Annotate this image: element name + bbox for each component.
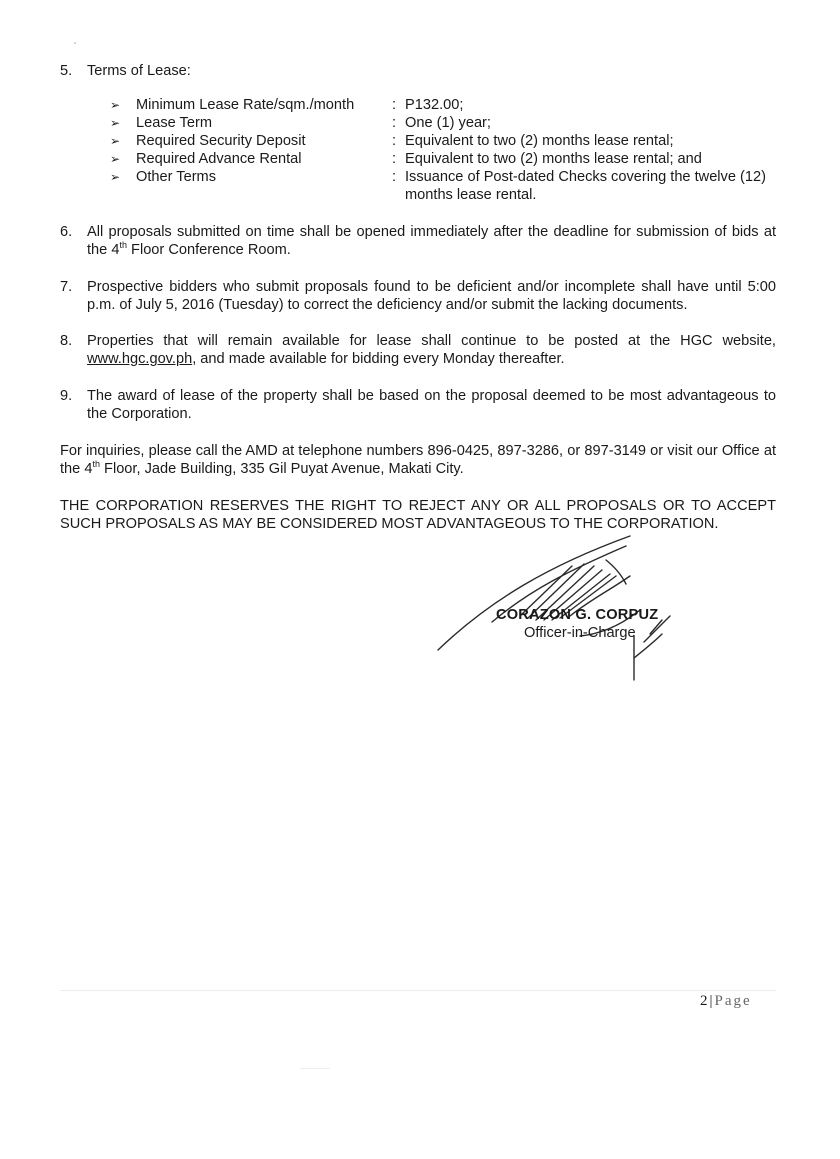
footer-divider — [60, 990, 776, 991]
term-label: Required Advance Rental — [136, 151, 302, 167]
arrow-bullet-icon: ➢ — [110, 170, 121, 184]
lease-terms-list — [110, 96, 780, 204]
item-text: The award of lease of the property shall be based on the proposal deemed to be most advantageous to the Corporation. — [87, 388, 776, 422]
term-row — [110, 96, 780, 114]
item-text: Prospective bidders who submit proposals found to be deficient and/or incomplete shall have until 5:00 p.m. of July 5, 2016 (Tuesday) to correct the deficiency and/or submit the lacking documents. — [87, 279, 776, 313]
item-text-part: Floor Conference Room. — [126, 242, 291, 258]
page-number-value: 2 — [700, 993, 708, 1009]
term-value: Equivalent to two (2) months lease rental; — [405, 133, 674, 149]
term-colon: : — [392, 115, 397, 131]
item-5-terms-of-lease — [60, 62, 776, 80]
term-row — [110, 114, 780, 132]
inquiries-text-part: Floor, Jade Building, 335 Gil Puyat Avenue, Makati City. — [99, 461, 464, 477]
term-row — [110, 168, 780, 204]
term-value: P132.00; — [405, 97, 464, 113]
arrow-bullet-icon: ➢ — [110, 98, 121, 112]
term-value: Issuance of Post-dated Checks covering the twelve (12) months lease rental. — [405, 169, 766, 203]
item-number: 7. — [60, 279, 73, 295]
term-label: Minimum Lease Rate/sqm./month — [136, 97, 355, 113]
item-number: 8. — [60, 333, 73, 349]
item-text-part: All proposals submitted on time shall be opened immediately after the deadline for submission of bids at the 4 — [87, 224, 776, 258]
term-label: Other Terms — [136, 169, 217, 185]
arrow-bullet-icon: ➢ — [110, 134, 121, 148]
item-8-available-properties — [60, 332, 776, 368]
signatory-title: Officer-in-Charge — [524, 625, 636, 641]
term-value: Equivalent to two (2) months lease rental; and — [405, 151, 702, 167]
scan-speck — [300, 1068, 330, 1069]
inquiries-paragraph — [60, 442, 776, 478]
ordinal-suffix: th — [119, 240, 127, 251]
item-heading: Terms of Lease: — [87, 63, 191, 79]
item-number: 5. — [60, 63, 73, 79]
item-text-part: Properties that will remain available for lease shall continue to be posted at the HGC website, — [87, 333, 776, 349]
term-row — [110, 132, 780, 150]
item-7-deficient-proposals — [60, 278, 776, 314]
term-colon: : — [392, 151, 397, 167]
term-label: Required Security Deposit — [136, 133, 306, 149]
item-text-part: , and made available for bidding every Monday thereafter. — [192, 351, 565, 367]
term-colon: : — [392, 169, 397, 185]
term-value: One (1) year; — [405, 115, 491, 131]
term-colon: : — [392, 133, 397, 149]
item-text — [87, 223, 776, 259]
term-label: Lease Term — [136, 115, 212, 131]
page-number — [700, 992, 752, 1010]
signatory-name: CORAZON G. CORPUZ — [496, 607, 659, 623]
page-label: Page — [714, 993, 752, 1009]
inquiries-text-part: For inquiries, please call the AMD at telephone numbers 896-0425, 897-3286, or 897-3149 or visit our Office at the 4 — [60, 443, 776, 477]
item-9-award-of-lease — [60, 387, 776, 423]
item-number: 9. — [60, 388, 73, 404]
arrow-bullet-icon: ➢ — [110, 116, 121, 130]
arrow-bullet-icon: ➢ — [110, 152, 121, 166]
item-number: 6. — [60, 224, 73, 240]
website-link[interactable]: www.hgc.gov.ph — [87, 351, 193, 367]
item-6-opening-of-proposals — [60, 223, 776, 259]
term-row — [110, 150, 780, 168]
reservation-paragraph: THE CORPORATION RESERVES THE RIGHT TO REJECT ANY OR ALL PROPOSALS OR TO ACCEPT SUCH PROPOSALS AS MAY BE CONSIDERED MOST ADVANTAGEOUS TO THE CORPORATION. — [60, 498, 776, 532]
ordinal-suffix: th — [92, 459, 100, 470]
term-colon: : — [392, 97, 397, 113]
item-text — [87, 332, 776, 368]
page-number-separator: | — [709, 993, 713, 1009]
scan-speck — [74, 42, 76, 44]
